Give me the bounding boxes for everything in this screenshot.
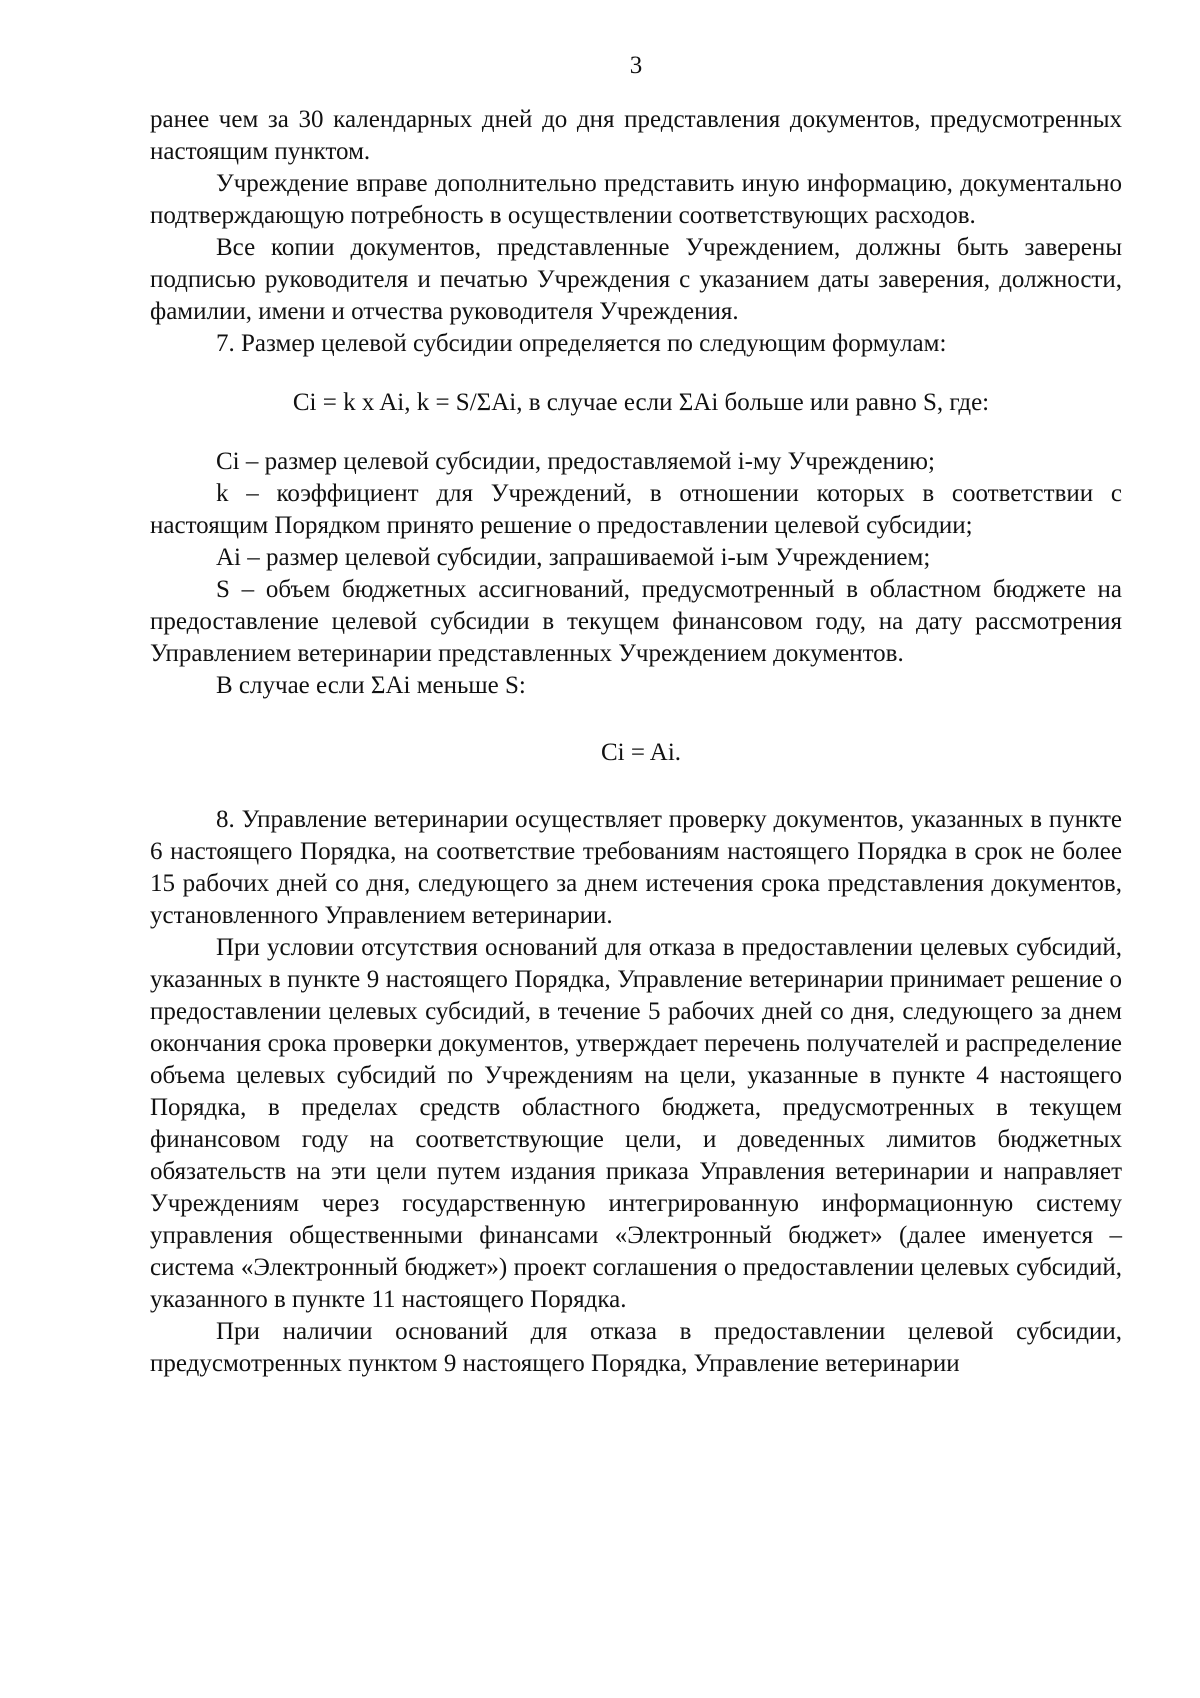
paragraph-refusal-grounds: При наличии оснований для отказа в предоставлении целевой субсидии, предусмотренных пунктом 9 настоящего Порядка, Управление ветеринарии xyxy=(150,1318,1122,1377)
formula-ci-equals-ai: Ci = Ai. xyxy=(600,739,682,766)
paragraph-case-less: В случае если ΣAi меньше S: xyxy=(216,672,526,699)
definition-ai: Ai – размер целевой субсидии, запрашиваемой i-ым Учреждением; xyxy=(216,544,931,571)
paragraph-continuation: ранее чем за 30 календарных дней до дня представления документов, предусмотренных настоящим пунктом. xyxy=(150,106,1122,165)
definition-ci: Ci – размер целевой субсидии, предоставляемой i-му Учреждению; xyxy=(216,448,935,475)
paragraph-no-refusal-grounds: При условии отсутствия оснований для отказа в предоставлении целевых субсидий, указанных в пункте 9 настоящего Порядка, Управление ветеринарии принимает решение о предоставлении целевых субсидий, в течение 5 рабочих дней со дня, следующего за днем окончания срока проверки документов, утверждает перечень получателей и распределение объема целевых субсидий по Учреждениям на цели, указанные в пункте 4 настоящего Порядка, в пределах средств областного бюджета, предусмотренных в текущем финансовом году на соответствующие цели, и доведенных лимитов бюджетных обязательств на эти цели путем издания приказа Управления ветеринарии и направляет Учреждениям через государственную интегрированную информационную систему управления общественными финансами «Электронный бюджет» (далее именуется – система «Электронный бюджет») проект соглашения о предоставлении целевых субсидий, указанного в пункте 11 настоящего Порядка. xyxy=(150,934,1122,1313)
paragraph-copies-certification: Все копии документов, представленные Учреждением, должны быть заверены подписью руководителя и печатью Учреждения с указанием даты заверения, должности, фамилии, имени и отчества руководителя Учреждения. xyxy=(150,234,1122,325)
formula-subsidy-size: Ci = k x Ai, k = S/ΣAi, в случае если ΣAi больше или равно S, где: xyxy=(292,389,990,416)
page-number: 3 xyxy=(629,52,643,79)
spacer xyxy=(150,360,1122,387)
paragraph-item-7: 7. Размер целевой субсидии определяется по следующим формулам: xyxy=(216,330,947,357)
spacer xyxy=(150,769,1122,804)
paragraph-item-8: 8. Управление ветеринарии осуществляет проверку документов, указанных в пункте 6 настоящего Порядка, на соответствие требованиям настоящего Порядка в срок не более 15 рабочих дней со дня, следующего за днем истечения срока представления документов, установленного Управлением ветеринарии. xyxy=(150,806,1122,929)
definition-s: S – объем бюджетных ассигнований, предусмотренный в областном бюджете на предоставление целевой субсидии в текущем финансовом году, на дату рассмотрения Управлением ветеринарии представленных Учреждением документов. xyxy=(150,576,1122,667)
definition-k: k – коэффициент для Учреждений, в отношении которых в соответствии с настоящим Порядком принято решение о предоставлении целевой субсидии; xyxy=(150,480,1122,539)
spacer xyxy=(150,702,1122,737)
spacer xyxy=(150,419,1122,446)
paragraph-additional-info: Учреждение вправе дополнительно представить иную информацию, документально подтверждающую потребность в осуществлении соответствующих расходов. xyxy=(150,170,1122,229)
